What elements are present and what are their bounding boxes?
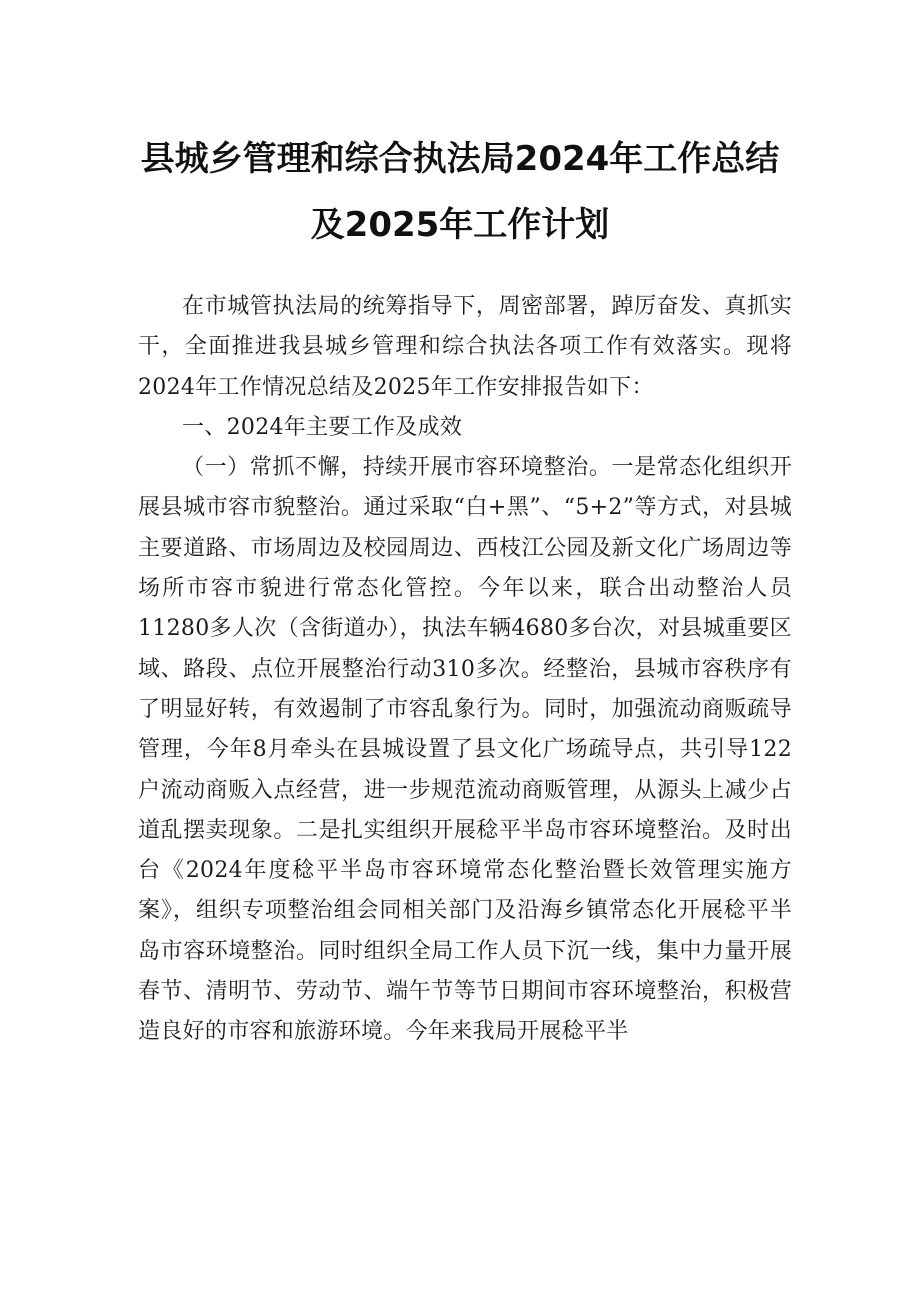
- section-heading: 一、2024年主要工作及成效: [182, 414, 463, 440]
- intro-paragraph: 在市城管执法局的统筹指导下，周密部署，踔厉奋发、真抓实干，全面推进我县城乡管理和综合执法各项工作有效落实。现将2024年工作情况总结及2025年工作安排报告如下：: [138, 294, 792, 400]
- document-title-line2: 及2025年工作计划: [310, 205, 610, 245]
- body-paragraph: （一）常抓不懈，持续开展市容环境整治。一是常态化组织开展县城市容市貌整治。通过采取“白+黑”、“5+2”等方式，对县城主要道路、市场周边及校园周边、西枝江公园及新文化广场周边等场所市容市貌进行常态化管控。今年以来，联合出动整治人员11280多人次（含街道办），执法车辆4680多台次，对县城重要区域、路段、点位开展整治行动310多次。经整治，县城市容秩序有了明显好转，有效遏制了市容乱象行为。同时，加强流动商贩疏导管理，今年8月牵头在县城设置了县文化广场疏导点，共引导122户流动商贩入点经营，进一步规范流动商贩管理，从源头上减少占道乱摆卖现象。二是扎实组织开展稔平半岛市容环境整治。及时出台《2024年度稔平半岛市容环境常态化整治暨长效管理实施方案》，组织专项整治组会同相关部门及沿海乡镇常态化开展稔平半岛市容环境整治。同时组织全局工作人员下沉一线，集中力量开展春节、清明节、劳动节、端午节等节日期间市容环境整治，积极营造良好的市容和旅游环境。今年来我局开展稔平半: [138, 455, 792, 1045]
- document-body: [138, 287, 792, 1053]
- document-title-line1: 县城乡管理和综合执法局2024年工作总结: [140, 139, 780, 179]
